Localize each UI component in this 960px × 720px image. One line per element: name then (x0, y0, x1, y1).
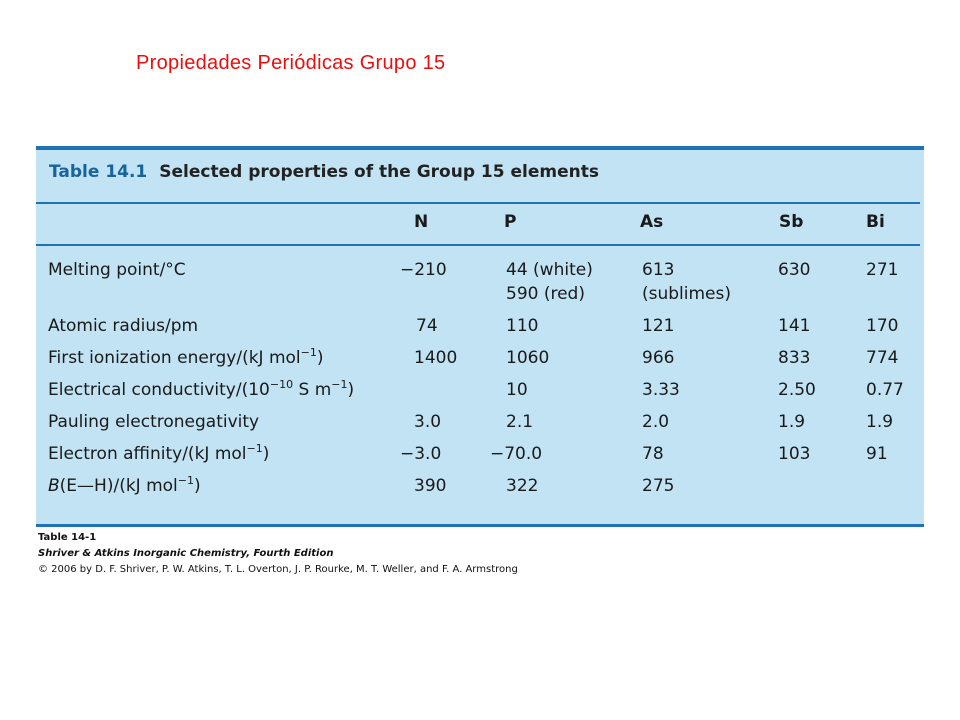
ionization-label-text: First ionization energy/(kJ mol (48, 348, 301, 368)
cell-bond-n: 390 (414, 476, 447, 496)
cell-conductivity-sb: 2.50 (778, 380, 816, 400)
cell-electroneg-p: 2.1 (506, 412, 534, 432)
ionization-label-sup: −1 (300, 346, 317, 359)
bond-label-text: (E—H)/(kJ mol (59, 476, 178, 496)
affinity-label-sup: −1 (246, 442, 263, 455)
header-top-rule (36, 202, 920, 204)
cell-melting-as: 613 (642, 260, 675, 280)
table-reference: Table 14-1 (38, 532, 97, 543)
conductivity-label-unit: S m (293, 380, 332, 400)
cell-melting-n: −210 (400, 260, 447, 280)
header-bottom-rule (36, 244, 920, 246)
cell-conductivity-as: 3.33 (642, 380, 680, 400)
cell-affinity-n: −3.0 (400, 444, 442, 464)
row-label-melting-point: Melting point/°C (48, 260, 186, 280)
cell-bond-as: 275 (642, 476, 675, 496)
cell-radius-bi: 170 (866, 316, 899, 336)
affinity-label-close: ) (262, 444, 270, 464)
cell-ionization-p: 1060 (506, 348, 550, 368)
column-header-as: As (640, 212, 664, 232)
cell-melting-p-red: 590 (red) (506, 284, 585, 304)
cell-ionization-as: 966 (642, 348, 675, 368)
table-caption (49, 162, 599, 182)
cell-ionization-n: 1400 (414, 348, 458, 368)
cell-conductivity-bi: 0.77 (866, 380, 904, 400)
cell-radius-as: 121 (642, 316, 675, 336)
bond-label-sup: −1 (177, 474, 194, 487)
properties-table (36, 146, 924, 526)
cell-ionization-bi: 774 (866, 348, 899, 368)
cell-radius-sb: 141 (778, 316, 811, 336)
cell-electroneg-bi: 1.9 (866, 412, 894, 432)
table-caption-text: Selected properties of the Group 15 elements (159, 162, 599, 182)
conductivity-label-sup2: −1 (331, 378, 348, 391)
affinity-label-text: Electron affinity/(kJ mol (48, 444, 247, 464)
cell-affinity-p: −70.0 (490, 444, 543, 464)
row-label-electronegativity: Pauling electronegativity (48, 412, 260, 432)
row-label-bond-enthalpy (48, 474, 201, 498)
cell-electroneg-as: 2.0 (642, 412, 670, 432)
book-title: Shriver & Atkins Inorganic Chemistry, Fourth Edition (38, 548, 334, 559)
cell-melting-as-note: (sublimes) (642, 284, 732, 304)
row-label-atomic-radius: Atomic radius/pm (48, 316, 199, 336)
column-header-n: N (414, 212, 429, 232)
cell-affinity-bi: 91 (866, 444, 888, 464)
cell-conductivity-p: 10 (506, 380, 528, 400)
cell-ionization-sb: 833 (778, 348, 811, 368)
cell-radius-n: 74 (416, 316, 438, 336)
table-top-rule (36, 146, 924, 150)
conductivity-label-text: Electrical conductivity/(10 (48, 380, 270, 400)
bond-label-symbol: B (48, 476, 60, 496)
bond-label-close: ) (194, 476, 201, 496)
row-label-ionization-energy (48, 346, 324, 370)
table-bottom-rule (36, 524, 924, 527)
ionization-label-close: ) (316, 348, 324, 368)
cell-affinity-sb: 103 (778, 444, 811, 464)
row-label-electron-affinity (48, 442, 269, 466)
cell-melting-bi: 271 (866, 260, 899, 280)
cell-electroneg-n: 3.0 (414, 412, 442, 432)
table-number: Table 14.1 (49, 162, 148, 182)
cell-melting-p: 44 (white) (506, 260, 593, 280)
cell-radius-p: 110 (506, 316, 539, 336)
copyright-line: © 2006 by D. F. Shriver, P. W. Atkins, T. L. Overton, J. P. Rourke, M. T. Weller, and F. A. Armstrong (38, 564, 518, 575)
cell-affinity-as: 78 (642, 444, 664, 464)
cell-electroneg-sb: 1.9 (778, 412, 806, 432)
conductivity-label-close: ) (347, 380, 355, 400)
column-header-bi: Bi (866, 212, 885, 232)
conductivity-label-sup: −10 (269, 378, 294, 391)
cell-melting-sb: 630 (778, 260, 811, 280)
column-header-p: P (504, 212, 517, 232)
cell-bond-p: 322 (506, 476, 539, 496)
row-label-conductivity (48, 378, 354, 402)
slide-title: Propiedades Periódicas Grupo 15 (136, 52, 446, 74)
column-header-sb: Sb (779, 212, 804, 232)
